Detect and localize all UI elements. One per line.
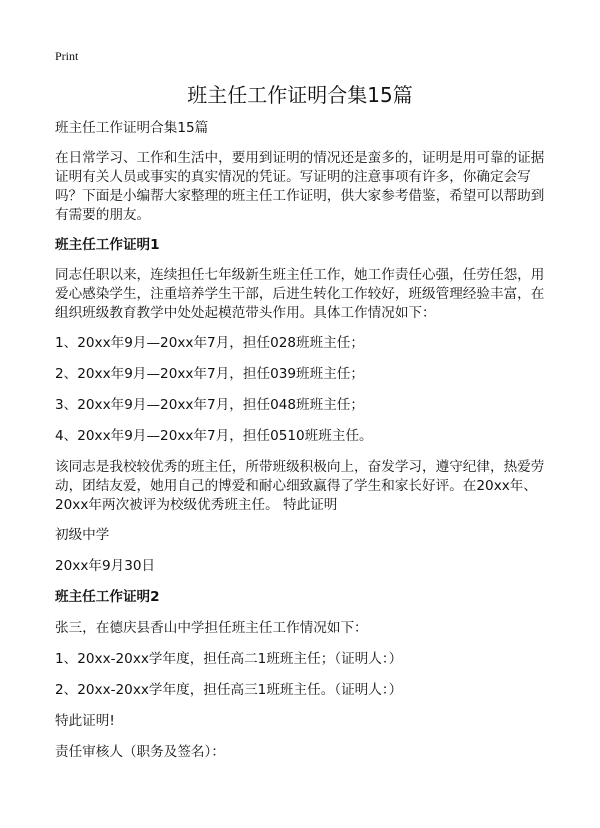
signature-line: 责任审核人（职务及签名）： [55, 744, 225, 760]
date: 20xx年9月30日 [55, 558, 156, 574]
section-2-heading: 班主任工作证明2 [55, 589, 160, 605]
page-title: 班主任工作证明合集15篇 [187, 83, 413, 107]
section-1-paragraph: 同志任职以来，连续担任七年级新生班主任工作，她工作责任心强，任劳任怨，用爱心感染学生，注重培养学生干部，后进生转化工作较好，班级管理经验丰富，在组织班级教育教学中处处起模范带头作用。具体工作情况如下： [55, 267, 545, 321]
print-link[interactable]: Print [55, 49, 79, 63]
intro-paragraph: 在日常学习、工作和生活中，要用到证明的情况还是蛮多的，证明是用可靠的证据证明有关人员或事实的真实情况的凭证。写证明的注意事项有许多，你确定会写吗？下面是小编帮大家整理的班主任工作证明，供大家参考借鉴，希望可以帮助到有需要的朋友。 [55, 150, 545, 223]
section-2-paragraph: 张三，在德庆县香山中学担任班主任工作情况如下： [55, 620, 368, 636]
list-item: 1、20xx年9月—20xx年7月，担任028班班主任； [55, 335, 364, 351]
list-item: 1、20xx-20xx学年度，担任高二1班班主任；（证明人：） [55, 651, 403, 667]
section-1-closing: 该同志是我校较优秀的班主任，所带班级积极向上，奋发学习，遵守纪律，热爱劳动，团结友爱，她用自己的博爱和耐心细致赢得了学生和家长好评。在20xx年、20xx年两次被评为校级优秀班主任。 特此证明 [55, 459, 545, 513]
section-1-heading: 班主任工作证明1 [55, 237, 160, 253]
subtitle: 班主任工作证明合集15篇 [55, 120, 209, 136]
list-item: 2、20xx年9月—20xx年7月，担任039班班主任； [55, 366, 364, 382]
list-item: 4、20xx年9月—20xx年7月，担任0510班班主任。 [55, 428, 373, 444]
list-item: 2、20xx-20xx学年度，担任高三1班班主任。（证明人：） [55, 682, 403, 698]
school-name: 初级中学 [55, 527, 110, 543]
list-item: 3、20xx年9月—20xx年7月，担任048班班主任； [55, 397, 364, 413]
section-2-closing: 特此证明! [55, 713, 115, 729]
